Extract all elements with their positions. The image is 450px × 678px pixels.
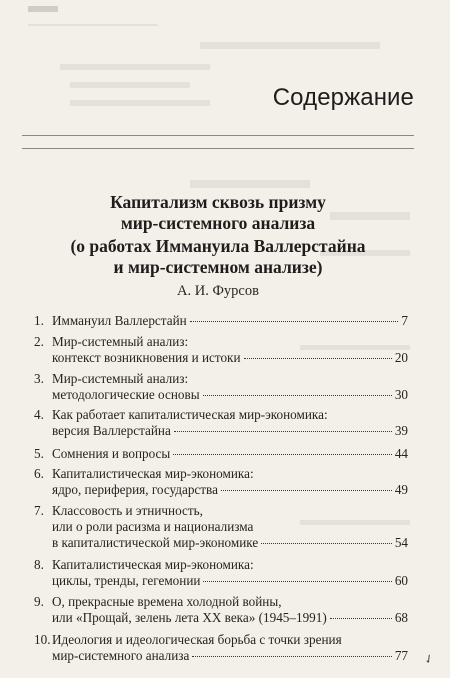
toc-entry[interactable] — [34, 313, 408, 329]
toc-entry-title-continued: версия Валлерстайна — [52, 423, 171, 438]
heading-rule-top — [22, 135, 414, 136]
toc-entry-title: Капиталистическая мир-экономика: — [52, 557, 254, 572]
dot-leader — [261, 543, 392, 544]
pencil-mark-icon: ✓ — [421, 650, 437, 668]
bleed-through-mark — [28, 24, 158, 26]
toc-entry[interactable] — [34, 371, 408, 403]
toc-entry[interactable] — [34, 632, 408, 664]
dot-leader — [173, 454, 392, 455]
toc-entry-title: Классовость и этничность, — [52, 503, 203, 518]
toc-entry-title-continued: в капиталистической мир-экономике — [52, 535, 259, 550]
bleed-through-mark — [70, 100, 210, 106]
heading-rule-bottom — [22, 148, 414, 149]
dot-leader — [192, 656, 391, 657]
toc-entry-page: 44 — [394, 446, 408, 461]
toc-entry-title-continued: методологические основы — [52, 387, 200, 402]
dot-leader — [203, 581, 391, 582]
toc-entry[interactable] — [34, 334, 408, 366]
dot-leader — [203, 395, 392, 396]
part-subtitle-line-2: и мир-системном анализе) — [113, 257, 323, 277]
dot-leader — [244, 358, 392, 359]
contents-heading: Содержание — [272, 84, 414, 111]
toc-entry-title-continued: мир-системного анализа — [52, 648, 190, 663]
bleed-through-mark — [28, 6, 58, 12]
toc-entry-title-continued: или о роли расизма и национализма — [52, 519, 254, 534]
toc-entry-title: Мир-системный анализ: — [52, 334, 189, 349]
toc-entry-page: 7 — [401, 313, 408, 328]
toc-entry-title: Мир-системный анализ: — [52, 371, 189, 386]
toc-entry[interactable] — [34, 557, 408, 589]
toc-entry-title: Как работает капиталистическая мир-экономика: — [52, 407, 328, 422]
toc-entry-number: 5. — [34, 446, 44, 461]
toc-entry-title-continued: или «Прощай, зелень лета XX века» (1945–1991) — [52, 610, 327, 625]
toc-entry-number: 3. — [34, 371, 44, 386]
toc-entry[interactable] — [34, 594, 408, 626]
dot-leader — [221, 490, 392, 491]
toc-entry[interactable] — [34, 446, 408, 462]
toc-entry-number: 8. — [34, 557, 44, 572]
bleed-through-mark — [60, 64, 210, 70]
dot-leader — [174, 431, 392, 432]
toc-entry-page: 68 — [394, 610, 408, 625]
dot-leader — [330, 618, 392, 619]
toc-entry-page: 54 — [394, 535, 408, 550]
dot-leader — [190, 321, 399, 322]
toc-entry-number: 7. — [34, 503, 44, 518]
toc-entry-page: 49 — [394, 482, 408, 497]
toc-entry-number: 6. — [34, 466, 44, 481]
toc-entry-page: 60 — [394, 573, 408, 588]
bleed-through-mark — [190, 180, 310, 188]
toc-entry-number: 1. — [34, 313, 44, 328]
toc-entry-title: Иммануил Валлерстайн — [52, 313, 187, 328]
toc-entry[interactable] — [34, 466, 408, 498]
toc-entry-number: 9. — [34, 594, 44, 609]
toc-entry-page: 77 — [394, 648, 408, 663]
toc-entry-title: Идеология и идеологическая борьба с точки зрения — [52, 632, 342, 647]
toc-entry[interactable] — [34, 407, 408, 439]
toc-entry-title: Сомнения и вопросы — [52, 446, 171, 461]
toc-entry-page: 39 — [394, 423, 408, 438]
toc-entry-page: 20 — [394, 350, 408, 365]
toc-entry-title-continued: контекст возникновения и истоки — [52, 350, 241, 365]
toc-entry-number: 2. — [34, 334, 44, 349]
part-title-line-1: Капитализм сквозь призму — [110, 192, 326, 212]
toc-entry-title-continued: ядро, периферия, государства — [52, 482, 218, 497]
toc-entry-title: О, прекрасные времена холодной войны, — [52, 594, 282, 609]
part-author: А. И. Фурсов — [177, 283, 259, 299]
toc-entry-number: 4. — [34, 407, 44, 422]
toc-entry-page: 30 — [394, 387, 408, 402]
part-subtitle-line-1: (о работах Иммануила Валлерстайна — [70, 236, 366, 256]
toc-entry-title: Капиталистическая мир-экономика: — [52, 466, 254, 481]
bleed-through-mark — [200, 42, 380, 49]
bleed-through-mark — [70, 82, 190, 88]
toc-entry[interactable] — [34, 503, 408, 551]
toc-entry-number: 10. — [34, 632, 51, 647]
toc-entry-title-continued: циклы, тренды, гегемонии — [52, 573, 201, 588]
part-title-line-2: мир-системного анализа — [120, 213, 316, 233]
